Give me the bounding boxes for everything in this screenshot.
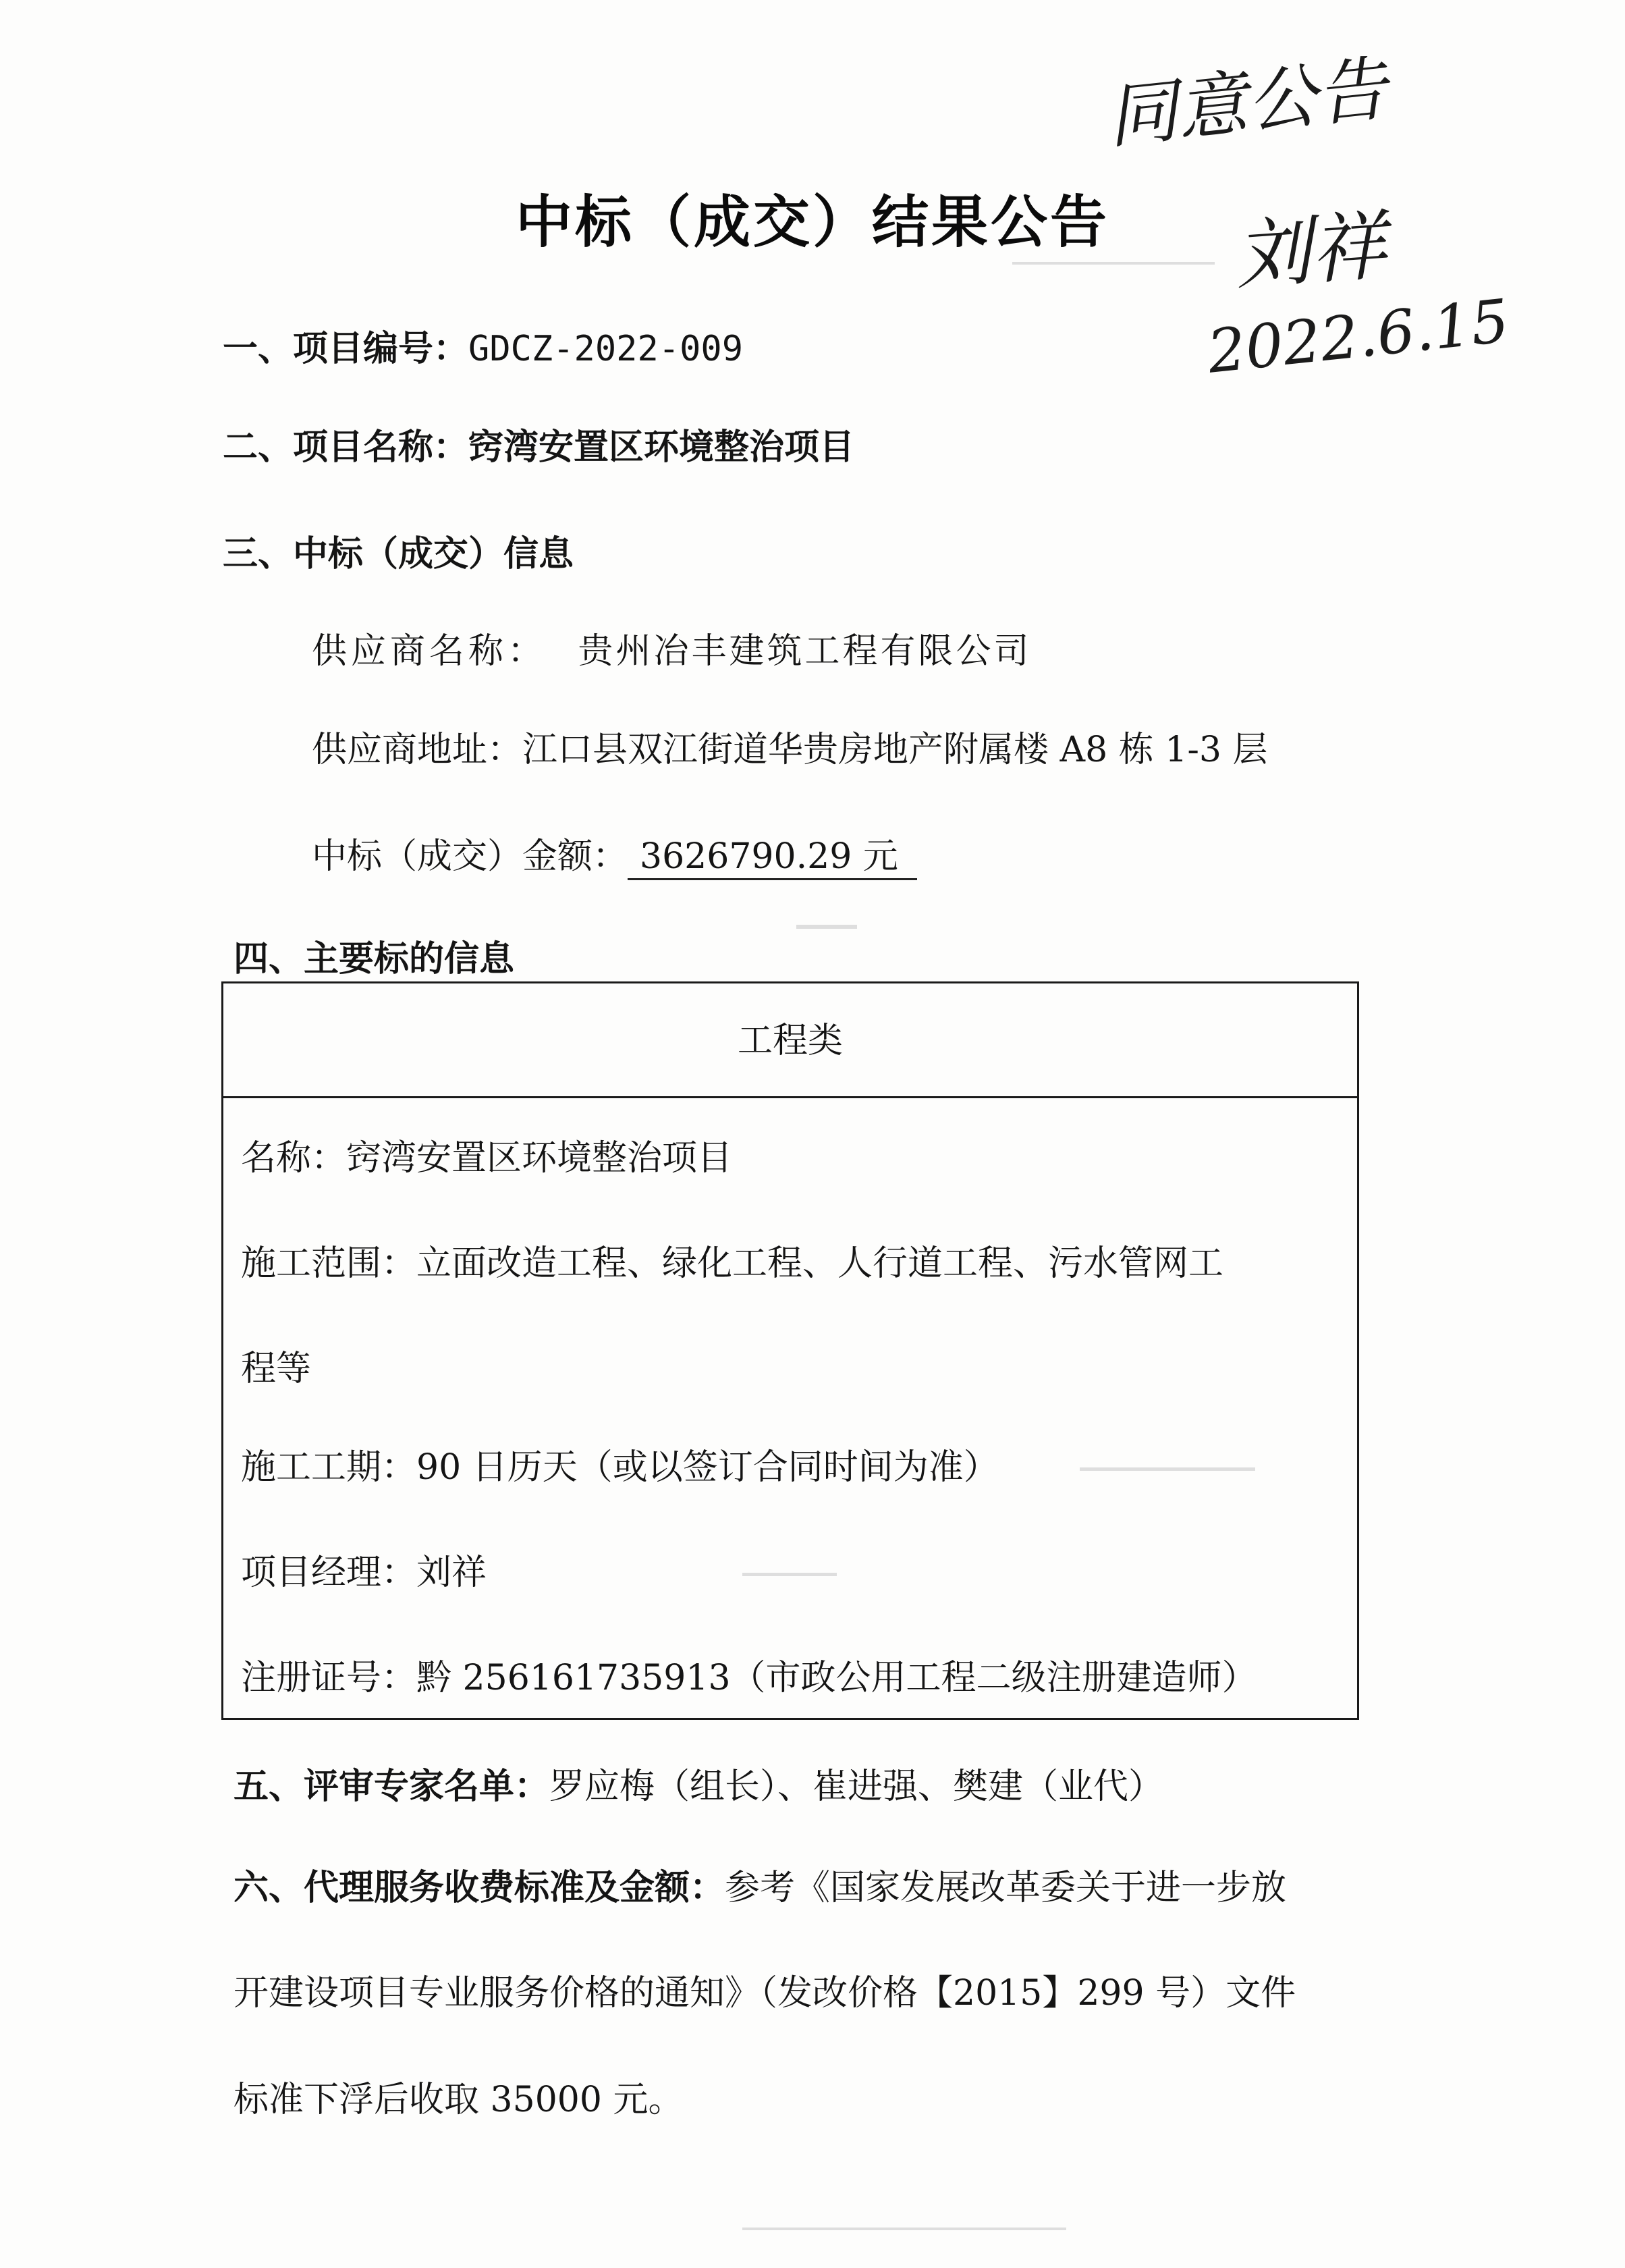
review-experts-value: 罗应梅（组长）、崔进强、樊建（业代）	[549, 1766, 1164, 1807]
review-experts-label: 五、评审专家名单：	[233, 1766, 550, 1807]
agency-fee-value-line1: 参考《国家发展改革委关于进一步放	[725, 1868, 1287, 1908]
table-registration-number: 注册证号：黔 256161735913（市政公用工程二级注册建造师）	[241, 1658, 1257, 1698]
scan-smudge	[1012, 262, 1215, 265]
scan-smudge	[742, 1573, 837, 1576]
table-project-manager: 项目经理：刘祥	[241, 1552, 487, 1593]
scan-smudge	[796, 925, 857, 929]
section-agency-fee	[233, 1866, 1286, 1910]
handwritten-signature: 刘祥	[1232, 202, 1389, 300]
section-project-number	[223, 327, 743, 371]
supplier-address-row	[312, 728, 1268, 772]
page-title: 中标（成交）结果公告	[515, 189, 1109, 255]
section-award-info-heading: 三、中标（成交）信息	[223, 534, 574, 574]
handwritten-approval: 同意公告	[1103, 47, 1392, 159]
project-number-value: GDCZ-2022-009	[468, 329, 744, 369]
award-amount-label: 中标（成交）金额：	[312, 836, 628, 877]
table-project-name: 名称：窍湾安置区环境整治项目	[241, 1138, 733, 1179]
section-subject-info-heading: 四、主要标的信息	[233, 939, 515, 979]
award-amount-row	[312, 834, 917, 879]
project-name-label: 二、项目名称：	[223, 427, 469, 468]
agency-fee-value-line2: 开建设项目专业服务价格的通知》（发改价格【2015】299 号）文件	[233, 1973, 1296, 2014]
agency-fee-value-line3: 标准下浮后收取 35000 元。	[233, 2080, 684, 2120]
project-number-label: 一、项目编号：	[223, 329, 469, 369]
supplier-address-label: 供应商地址：	[312, 730, 523, 770]
subject-info-table	[221, 981, 1359, 1720]
supplier-name-value: 贵州冶丰建筑工程有限公司	[578, 631, 1032, 672]
agency-fee-label: 六、代理服务收费标准及金额：	[233, 1868, 725, 1908]
table-construction-period: 施工工期：90 日历天（或以签订合同时间为准）	[241, 1447, 999, 1488]
project-name-value: 窍湾安置区环境整治项目	[468, 427, 855, 468]
section-project-name	[223, 425, 854, 470]
scan-smudge	[742, 2228, 1066, 2230]
handwritten-date: 2022.6.15	[1204, 286, 1512, 387]
table-scope-line2: 程等	[241, 1349, 312, 1389]
supplier-name-label: 供应商名称：	[312, 631, 547, 672]
table-scope-line1: 施工范围：立面改造工程、绿化工程、人行道工程、污水管网工	[241, 1243, 1224, 1284]
supplier-address-value: 江口县双江街道华贵房地产附属楼 A8 栋 1-3 层	[522, 730, 1268, 770]
table-header-category: 工程类	[223, 983, 1357, 1098]
supplier-name-row	[312, 629, 1032, 674]
scan-smudge	[1080, 1467, 1255, 1471]
award-amount-value: 3626790.29 元	[628, 836, 917, 880]
section-review-experts	[233, 1764, 1163, 1809]
